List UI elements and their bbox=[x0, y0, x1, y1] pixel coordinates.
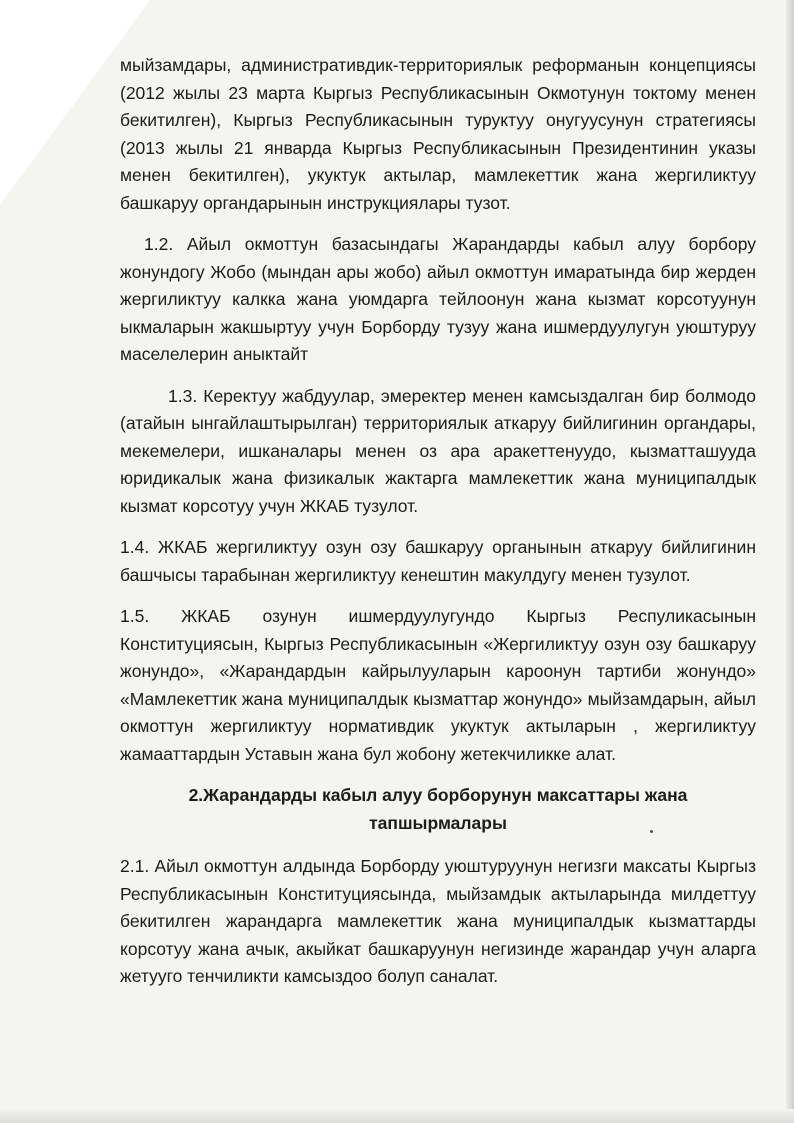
page-right-edge bbox=[786, 0, 794, 1123]
paragraph-1-5: 1.5. ЖКАБ озунун ишмердуулугундо Кыргыз Респуликасынын Конституциясын, Кыргыз Республикасынын «Жергиликтуу озун озу башкаруу жонундо», «Жарандардын кайрылууларын кароонун тартиби жонундо» «Мамлекеттик жана муниципалдык кызматтар жонундо» мыйзамдарын, айыл окмоттун жергиликтуу нормативдик укуктук актыларын , жергиликтуу жамааттардын Уставын жана бул жобону жетекчиликке алат. bbox=[120, 606, 756, 764]
document-body bbox=[120, 52, 756, 991]
section-heading: 2.Жарандарды кабыл алуу борборунун максаттары жана тапшырмалары bbox=[188, 785, 688, 833]
page-bottom-edge bbox=[0, 1109, 794, 1123]
paragraph-1-3: 1.3. Керектуу жабдуулар, эмеректер менен камсыздалган бир болмодо (атайын ынгайлаштырылган) территориялык аткаруу бийлигинин органдары, мекемелери, ишканалары менен оз ара аракеттенуудо, кызматташууда юридикалык жана физикалык жактарга мамлекеттик жана муниципалдык кызмат корсотуу учун ЖКАБ тузулот. bbox=[120, 385, 756, 516]
paragraph-1-4: 1.4. ЖКАБ жергиликтуу озун озу башкаруу органынын аткаруу бийлигинин башчысы тарабынан жергиликтуу кенештин макулдугу менен тузулот. bbox=[120, 537, 756, 585]
paragraph-1-2: 1.2. Айыл окмоттун базасындагы Жарандарды кабыл алуу борбору жонундогу Жобо (мындан ары жобо) айыл окмоттун имаратында бир жерден жергиликтуу калкка жана уюмдарга тейлоонун жана кызмат корсотуунун ыкмаларын жакшыртуу учун Борборду тузуу жана ишмердуулугун уюштуруу маселелерин аныктайт bbox=[120, 234, 756, 364]
paragraph-2-1: 2.1. Айыл окмоттун алдында Борборду уюштуруунун негизги максаты Кыргыз Республикасынын Конституциясында, мыйзамдык актыларында милдеттуу бекитилген жарандарга мамлекеттик жана муниципалдык кызматтарды корсотуу жана ачык, акыйкат башкаруунун негизинде жарандар учун аларга жетууго тенчиликти камсыздоо болуп саналат. bbox=[120, 856, 756, 986]
scan-speck bbox=[650, 830, 653, 833]
paragraph-laws-list: мыйзамдары, административдик-территориялык реформанын концепциясы (2012 жылы 23 марта Кыргыз Республикасынын Окмотунун токтому менен бекитилген), Кыргыз Республикасынын туруктуу онугуусунун стратегиясы (2013 жылы 21 январда Кыргыз Республикасынын Президентинин указы менен бекитилген), укуктук актылар, мамлекеттик жана жергиликтуу башкаруу органдарынын инструкциялары тузот. bbox=[120, 55, 756, 213]
